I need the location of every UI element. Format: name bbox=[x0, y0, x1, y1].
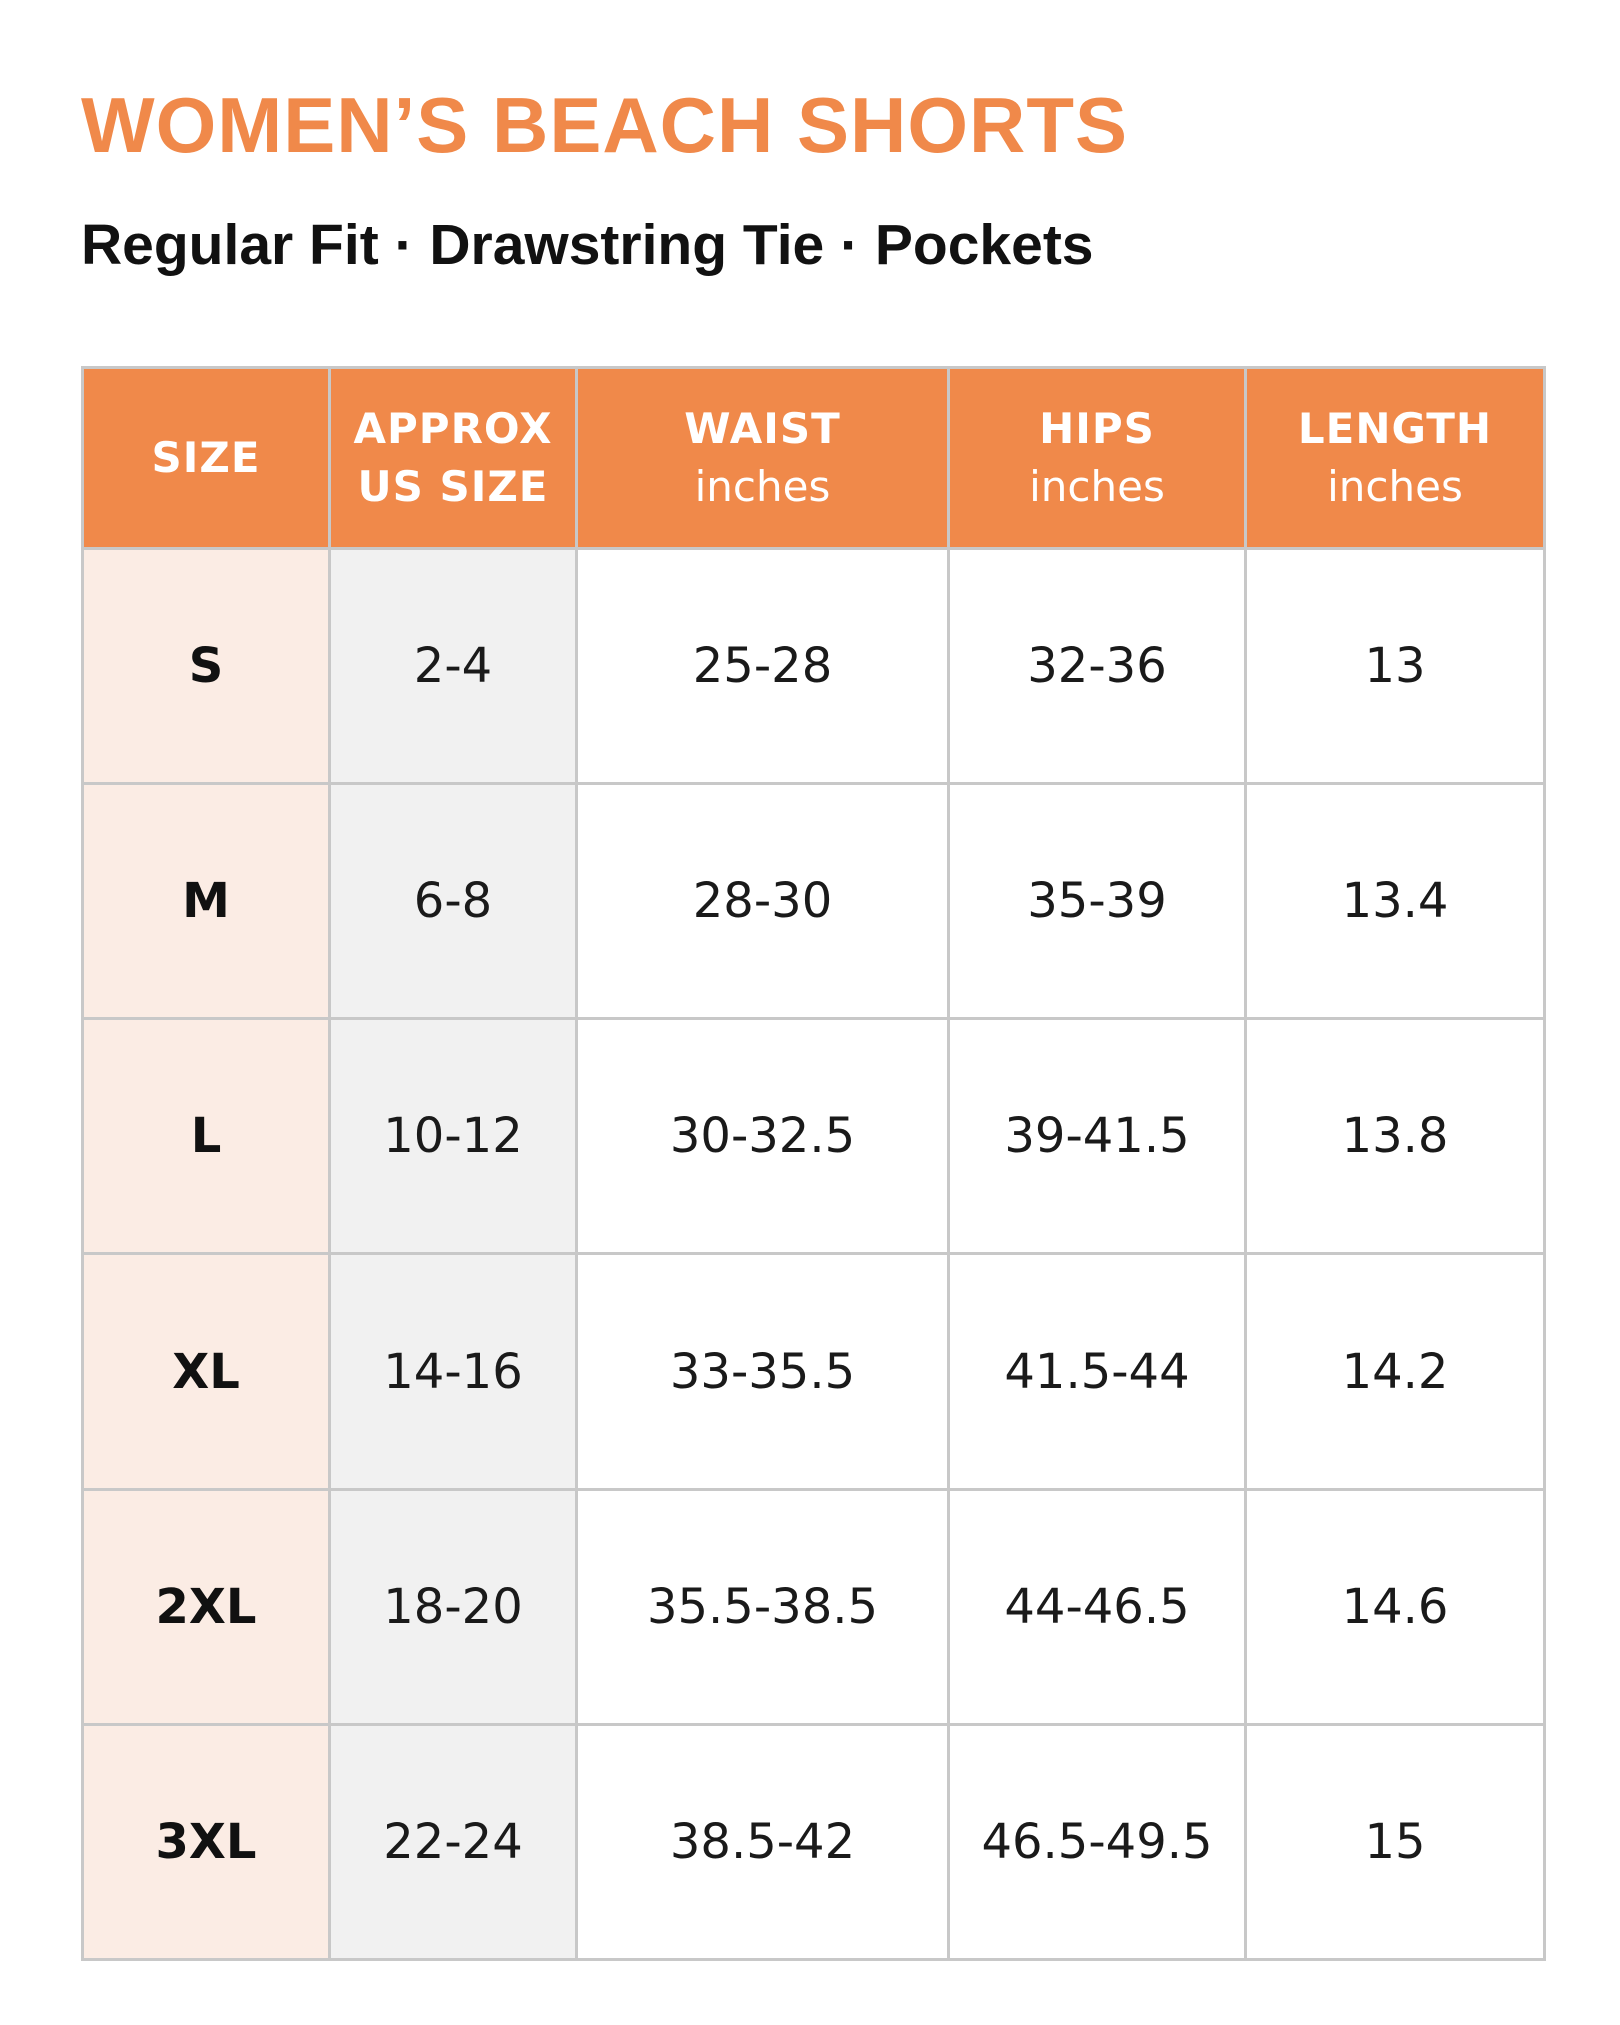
chart-subtitle: Regular Fit · Drawstring Tie · Pockets bbox=[81, 213, 1094, 277]
us-size-cell: 10-12 bbox=[330, 1019, 577, 1254]
header-us-size bbox=[330, 368, 577, 549]
waist-cell: 30-32.5 bbox=[577, 1019, 949, 1254]
us-size-cell: 2-4 bbox=[330, 549, 577, 784]
length-cell: 14.6 bbox=[1246, 1489, 1545, 1724]
size-cell: XL bbox=[83, 1254, 330, 1489]
us-size-cell: 6-8 bbox=[330, 784, 577, 1019]
length-cell: 13.4 bbox=[1246, 784, 1545, 1019]
hips-cell: 35-39 bbox=[949, 784, 1246, 1019]
table-row bbox=[83, 1489, 1545, 1724]
header-length-unit: inches bbox=[1327, 462, 1463, 511]
chart-title: WOMEN’S BEACH SHORTS bbox=[81, 81, 1129, 169]
length-cell: 13.8 bbox=[1246, 1019, 1545, 1254]
table-row bbox=[83, 1724, 1545, 1959]
size-cell: S bbox=[83, 549, 330, 784]
header-size bbox=[83, 368, 330, 549]
table-row bbox=[83, 1019, 1545, 1254]
header-hips-label: HIPS bbox=[1039, 404, 1155, 453]
hips-cell: 44-46.5 bbox=[949, 1489, 1246, 1724]
hips-cell: 46.5-49.5 bbox=[949, 1724, 1246, 1959]
waist-cell: 38.5-42 bbox=[577, 1724, 949, 1959]
waist-cell: 25-28 bbox=[577, 549, 949, 784]
hips-cell: 32-36 bbox=[949, 549, 1246, 784]
hips-cell: 41.5-44 bbox=[949, 1254, 1246, 1489]
us-size-cell: 18-20 bbox=[330, 1489, 577, 1724]
size-chart-table bbox=[81, 366, 1546, 1961]
waist-cell: 35.5-38.5 bbox=[577, 1489, 949, 1724]
length-cell: 13 bbox=[1246, 549, 1545, 784]
size-cell: M bbox=[83, 784, 330, 1019]
waist-cell: 33-35.5 bbox=[577, 1254, 949, 1489]
size-cell: L bbox=[83, 1019, 330, 1254]
header-waist-label: WAIST bbox=[684, 404, 841, 453]
size-cell: 3XL bbox=[83, 1724, 330, 1959]
header-size-label: SIZE bbox=[151, 433, 261, 482]
length-cell: 15 bbox=[1246, 1724, 1545, 1959]
table-row bbox=[83, 784, 1545, 1019]
table-row bbox=[83, 549, 1545, 784]
header-hips-unit: inches bbox=[1029, 462, 1165, 511]
header-length-label: LENGTH bbox=[1297, 404, 1493, 453]
hips-cell: 39-41.5 bbox=[949, 1019, 1246, 1254]
header-length bbox=[1246, 368, 1545, 549]
header-waist-unit: inches bbox=[694, 462, 831, 511]
table-row bbox=[83, 1254, 1545, 1489]
table-header bbox=[83, 368, 1545, 549]
header-hips bbox=[949, 368, 1246, 549]
length-cell: 14.2 bbox=[1246, 1254, 1545, 1489]
header-us-size-label: APPROX bbox=[353, 404, 553, 453]
table-body bbox=[83, 549, 1545, 1960]
size-cell: 2XL bbox=[83, 1489, 330, 1724]
header-row bbox=[83, 368, 1545, 549]
header-us-size-sublabel: US SIZE bbox=[357, 462, 549, 511]
header-waist bbox=[577, 368, 949, 549]
us-size-cell: 22-24 bbox=[330, 1724, 577, 1959]
waist-cell: 28-30 bbox=[577, 784, 949, 1019]
us-size-cell: 14-16 bbox=[330, 1254, 577, 1489]
